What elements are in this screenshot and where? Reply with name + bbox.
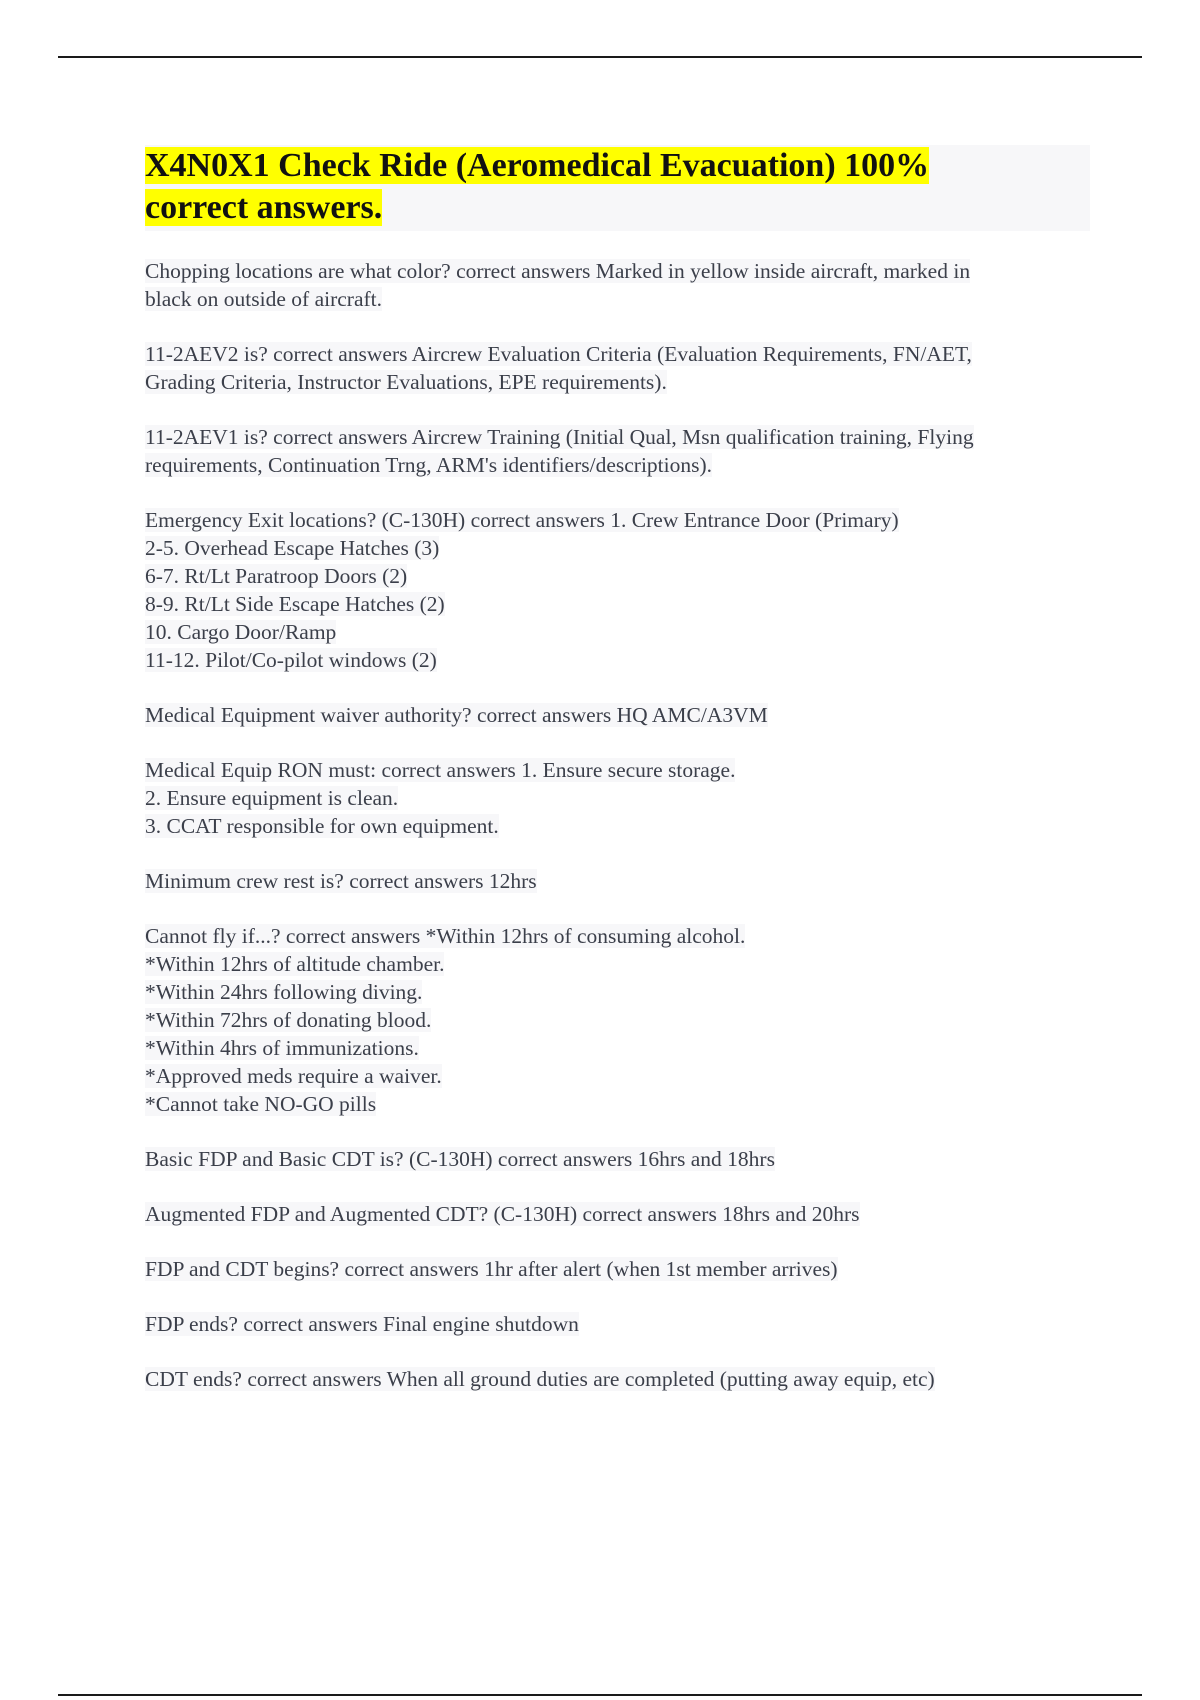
qa-line-row [145,978,1090,1006]
qa-line: 2-5. Overhead Escape Hatches (3) [145,536,440,560]
qa-line-row [145,1006,1090,1034]
qa-entry [145,1310,1090,1338]
qa-line-row [145,812,1090,840]
qa-line: Basic FDP and Basic CDT is? (C-130H) correct answers 16hrs and 18hrs [145,1147,775,1171]
qa-line: 2. Ensure equipment is clean. [145,786,399,810]
qa-line: Emergency Exit locations? (C-130H) correct answers 1. Crew Entrance Door (Primary) [145,508,899,532]
qa-line: 8-9. Rt/Lt Side Escape Hatches (2) [145,592,445,616]
qa-line-row [145,701,1090,729]
qa-line-row [145,1365,1090,1393]
qa-line-row [145,950,1090,978]
qa-line: *Approved meds require a waiver. [145,1064,442,1088]
qa-line-row [145,1090,1090,1118]
qa-entry [145,701,1090,729]
qa-line: FDP ends? correct answers Final engine shutdown [145,1312,579,1336]
qa-line-row [145,590,1090,618]
qa-entry [145,340,1090,396]
qa-line: Cannot fly if...? correct answers *Within 12hrs of consuming alcohol. [145,924,746,948]
qa-entry [145,1200,1090,1228]
qa-entry [145,423,1090,479]
qa-line-row [145,451,1090,479]
title-line: correct answers. [145,189,383,226]
qa-line-row [145,423,1090,451]
qa-line-row [145,285,1090,313]
qa-line: *Within 12hrs of altitude chamber. [145,952,445,976]
qa-entry [145,257,1090,313]
qa-line-row [145,618,1090,646]
qa-line-row [145,756,1090,784]
qa-list [145,257,1090,1393]
qa-line-row [145,506,1090,534]
qa-line-row [145,784,1090,812]
qa-line: Chopping locations are what color? correct answers Marked in yellow inside aircraft, marked in [145,259,971,283]
qa-line-row [145,1255,1090,1283]
qa-line: FDP and CDT begins? correct answers 1hr after alert (when 1st member arrives) [145,1257,838,1281]
qa-line-row [145,1200,1090,1228]
qa-line-row [145,534,1090,562]
qa-line-row [145,1145,1090,1173]
qa-line: requirements, Continuation Trng, ARM's identifiers/descriptions). [145,453,713,477]
qa-line: CDT ends? correct answers When all ground duties are completed (putting away equip, etc) [145,1367,935,1391]
qa-line-row [145,340,1090,368]
title-line: X4N0X1 Check Ride (Aeromedical Evacuation) 100% [145,147,930,184]
bottom-rule [58,1694,1142,1696]
qa-line: Minimum crew rest is? correct answers 12hrs [145,869,537,893]
qa-entry [145,506,1090,674]
qa-line-row [145,562,1090,590]
top-rule [58,56,1142,58]
qa-line: 10. Cargo Door/Ramp [145,620,337,644]
qa-entry [145,1145,1090,1173]
qa-entry [145,867,1090,895]
qa-line-row [145,368,1090,396]
qa-line: 11-2AEV2 is? correct answers Aircrew Evaluation Criteria (Evaluation Requirements, FN/AET, [145,342,972,366]
qa-line: black on outside of aircraft. [145,287,383,311]
qa-entry [145,1255,1090,1283]
qa-line: 11-2AEV1 is? correct answers Aircrew Training (Initial Qual, Msn qualification training, Flying [145,425,974,449]
qa-entry [145,922,1090,1118]
qa-line-row [145,922,1090,950]
qa-entry [145,756,1090,840]
qa-line: Augmented FDP and Augmented CDT? (C-130H) correct answers 18hrs and 20hrs [145,1202,860,1226]
qa-line: 11-12. Pilot/Co-pilot windows (2) [145,648,437,672]
qa-line-row [145,646,1090,674]
qa-line: Grading Criteria, Instructor Evaluations, EPE requirements). [145,370,667,394]
document-title [145,145,1090,229]
qa-line-row [145,867,1090,895]
qa-line: *Within 72hrs of donating blood. [145,1008,432,1032]
qa-line-row [145,1062,1090,1090]
qa-line: 3. CCAT responsible for own equipment. [145,814,499,838]
qa-line: *Within 4hrs of immunizations. [145,1036,419,1060]
qa-line: Medical Equipment waiver authority? correct answers HQ AMC/A3VM [145,703,768,727]
qa-line: Medical Equip RON must: correct answers 1. Ensure secure storage. [145,758,736,782]
qa-line-row [145,257,1090,285]
title-block [145,145,1090,231]
qa-line-row [145,1310,1090,1338]
qa-line: *Within 24hrs following diving. [145,980,423,1004]
qa-line-row [145,1034,1090,1062]
qa-line: 6-7. Rt/Lt Paratroop Doors (2) [145,564,408,588]
qa-entry [145,1365,1090,1393]
document-body [145,145,1090,1420]
qa-line: *Cannot take NO-GO pills [145,1092,377,1116]
